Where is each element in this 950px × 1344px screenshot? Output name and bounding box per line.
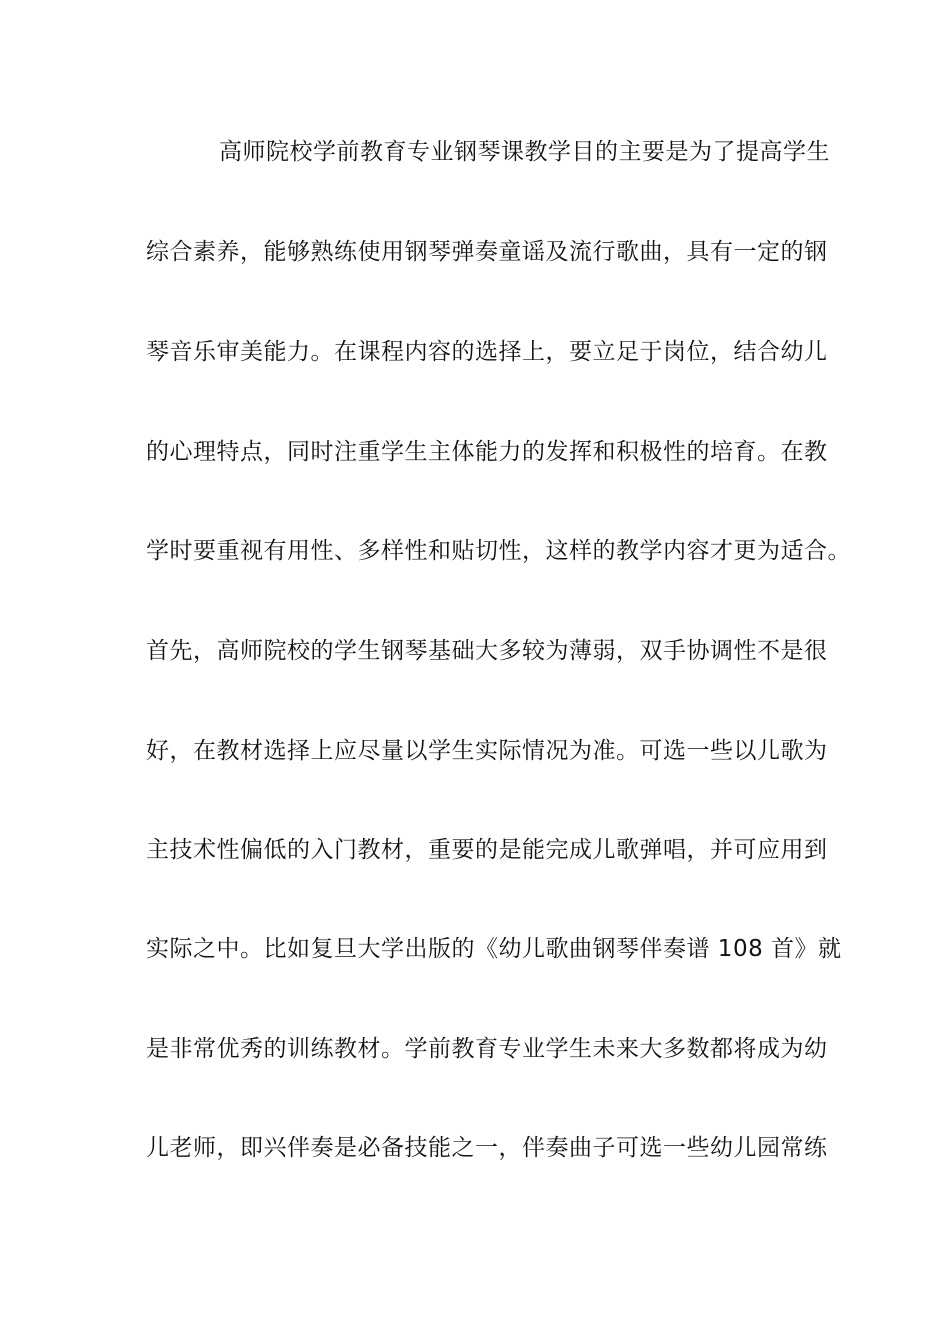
paragraph-line: 儿老师，即兴伴奏是必备技能之一，伴奏曲子可选一些幼儿园常练 bbox=[146, 1135, 828, 1161]
paragraph-line: 实际之中。比如复旦大学出版的《幼儿歌曲钢琴伴奏谱 108 首》就 bbox=[146, 936, 842, 962]
paragraph-line: 的心理特点，同时注重学生主体能力的发挥和积极性的培育。在教 bbox=[146, 439, 828, 465]
paragraph-line: 学时要重视有用性、多样性和贴切性，这样的教学内容才更为适合。 bbox=[146, 538, 851, 564]
paragraph-line: 高师院校学前教育专业钢琴课教学目的主要是为了提高学生 bbox=[219, 139, 830, 165]
paragraph-line: 好，在教材选择上应尽量以学生实际情况为准。可选一些以儿歌为 bbox=[146, 738, 828, 764]
paragraph-line: 是非常优秀的训练教材。学前教育专业学生未来大多数都将成为幼 bbox=[146, 1036, 828, 1062]
paragraph-line: 主技术性偏低的入门教材，重要的是能完成儿歌弹唱，并可应用到 bbox=[146, 837, 828, 863]
paragraph-line: 琴音乐审美能力。在课程内容的选择上，要立足于岗位，结合幼儿 bbox=[146, 339, 828, 365]
paragraph-line: 综合素养，能够熟练使用钢琴弹奏童谣及流行歌曲，具有一定的钢 bbox=[146, 239, 828, 265]
paragraph-line: 首先，高师院校的学生钢琴基础大多较为薄弱，双手协调性不是很 bbox=[146, 638, 828, 664]
